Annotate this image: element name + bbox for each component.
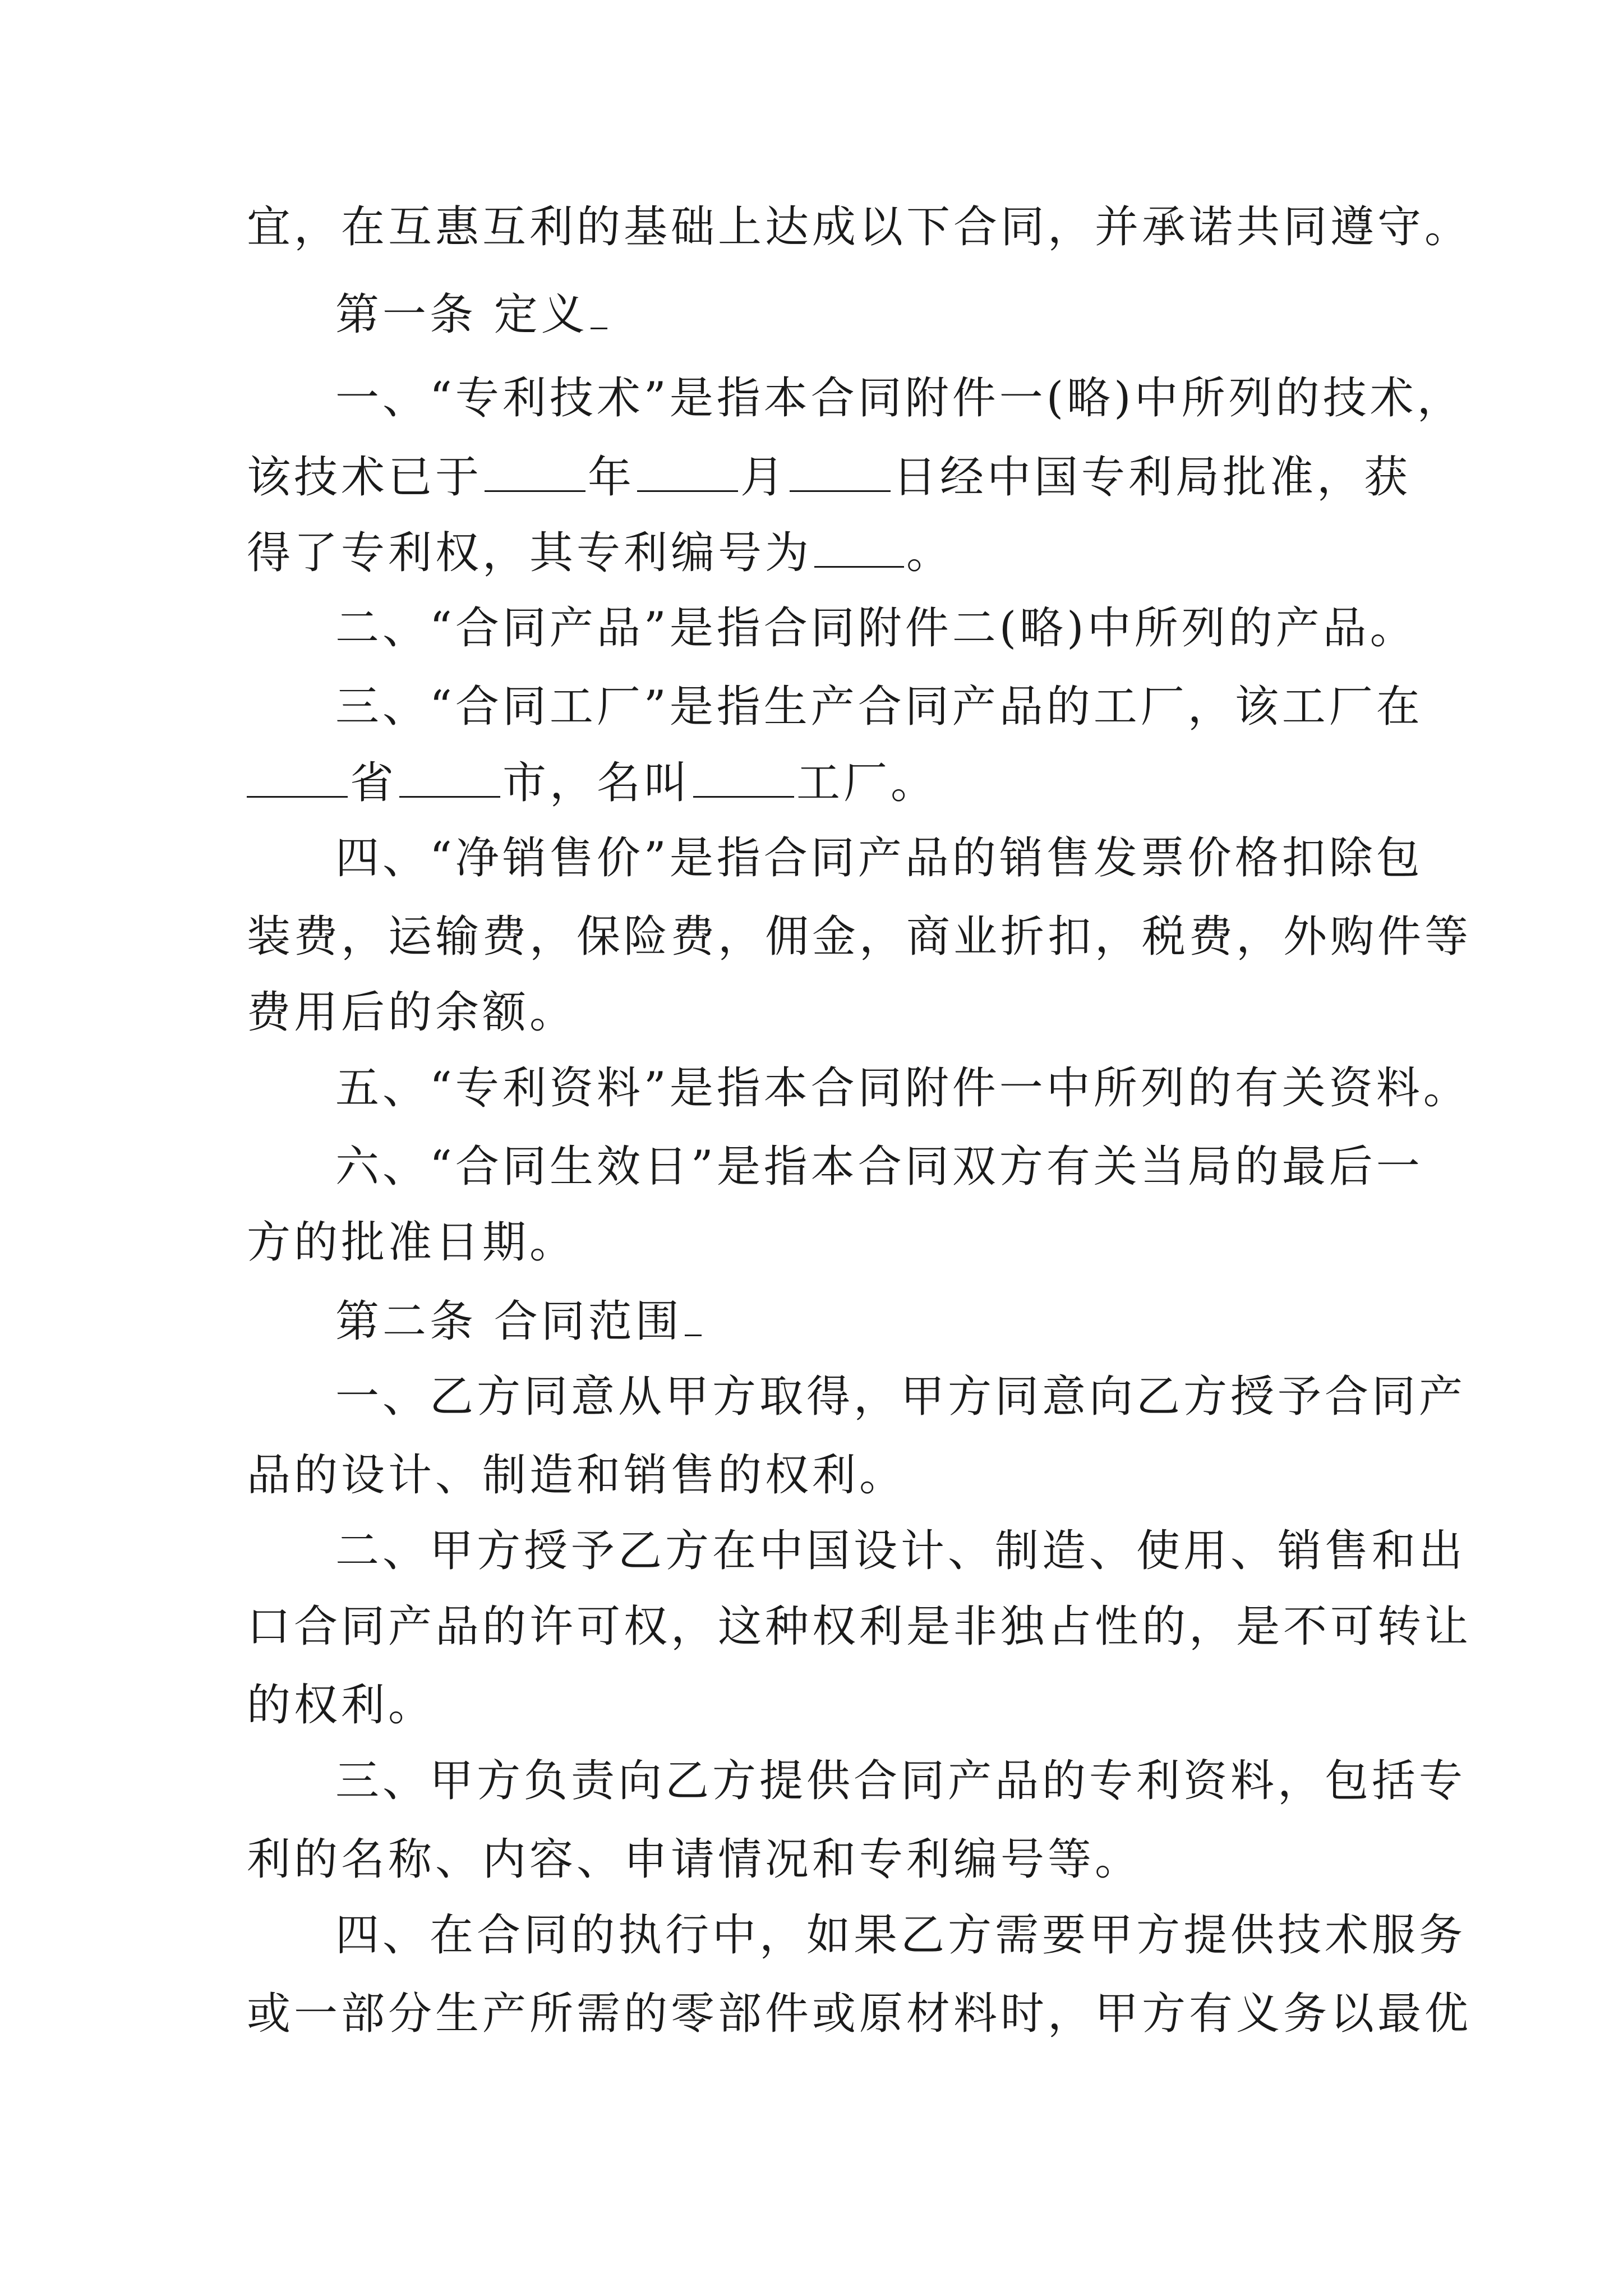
blank-factory-name: [693, 754, 794, 798]
paragraph-line: 得了专利权，其专利编号为 。: [247, 524, 953, 581]
paragraph-line: 省 市，名叫 工厂。: [247, 754, 938, 811]
paragraph-line: 一、乙方同意从甲方取得，甲方同意向乙方授予合同产: [335, 1372, 1467, 1422]
blank-day: [790, 449, 891, 492]
underline-mark: [591, 286, 607, 329]
paragraph-line: 该技术已于 年 月 日经中国专利局批准，获: [247, 449, 1411, 505]
underline-mark: [685, 1293, 702, 1336]
paragraph-line: 宜，在互惠互利的基础上达成以下合同，并承诺共同遵守。: [247, 202, 1472, 252]
paragraph-line: 的权利。: [247, 1680, 436, 1731]
article-heading: 第一条 定义: [335, 286, 610, 343]
paragraph-line: 三、“合同工厂”是指生产合同产品的工厂，该工厂在: [335, 682, 1423, 732]
blank-year: [485, 449, 585, 492]
paragraph-line: 或一部分生产所需的零部件或原材料时，甲方有义务以最优: [247, 1989, 1472, 2039]
paragraph-line: 五、“专利资料”是指本合同附件一中所列的有关资料。: [335, 1063, 1470, 1114]
paragraph-line: 二、甲方授予乙方在中国设计、制造、使用、销售和出: [335, 1526, 1467, 1576]
blank-city: [399, 754, 500, 798]
paragraph-line: 方的批准日期。: [247, 1217, 577, 1268]
article-heading: 第二条 合同范围: [335, 1293, 704, 1350]
blank-patent-number: [814, 524, 904, 568]
blank-month: [637, 449, 738, 492]
paragraph-line: 装费，运输费，保险费，佣金，商业折扣，税费，外购件等: [247, 912, 1472, 962]
paragraph-line: 口合同产品的许可权，这种权利是非独占性的，是不可转让: [247, 1602, 1472, 1652]
paragraph-line: 费用后的余额。: [247, 987, 577, 1038]
paragraph-line: 一、“专利技术”是指本合同附件一(略)中所列的技术，: [335, 373, 1464, 424]
paragraph-line: 三、甲方负责向乙方提供合同产品的专利资料，包括专: [335, 1756, 1467, 1806]
paragraph-line: 四、在合同的执行中，如果乙方需要甲方提供技术服务: [335, 1910, 1467, 1961]
blank-province: [247, 754, 348, 798]
paragraph-line: 二、“合同产品”是指合同附件二(略)中所列的产品。: [335, 603, 1417, 654]
paragraph-line: 六、“合同生效日”是指本合同双方有关当局的最后一: [335, 1142, 1423, 1192]
paragraph-line: 利的名称、内容、申请情况和专利编号等。: [247, 1834, 1142, 1885]
paragraph-line: 四、“净销售价”是指合同产品的销售发票价格扣除包: [335, 833, 1423, 884]
paragraph-line: 品的设计、制造和销售的权利。: [247, 1450, 907, 1501]
